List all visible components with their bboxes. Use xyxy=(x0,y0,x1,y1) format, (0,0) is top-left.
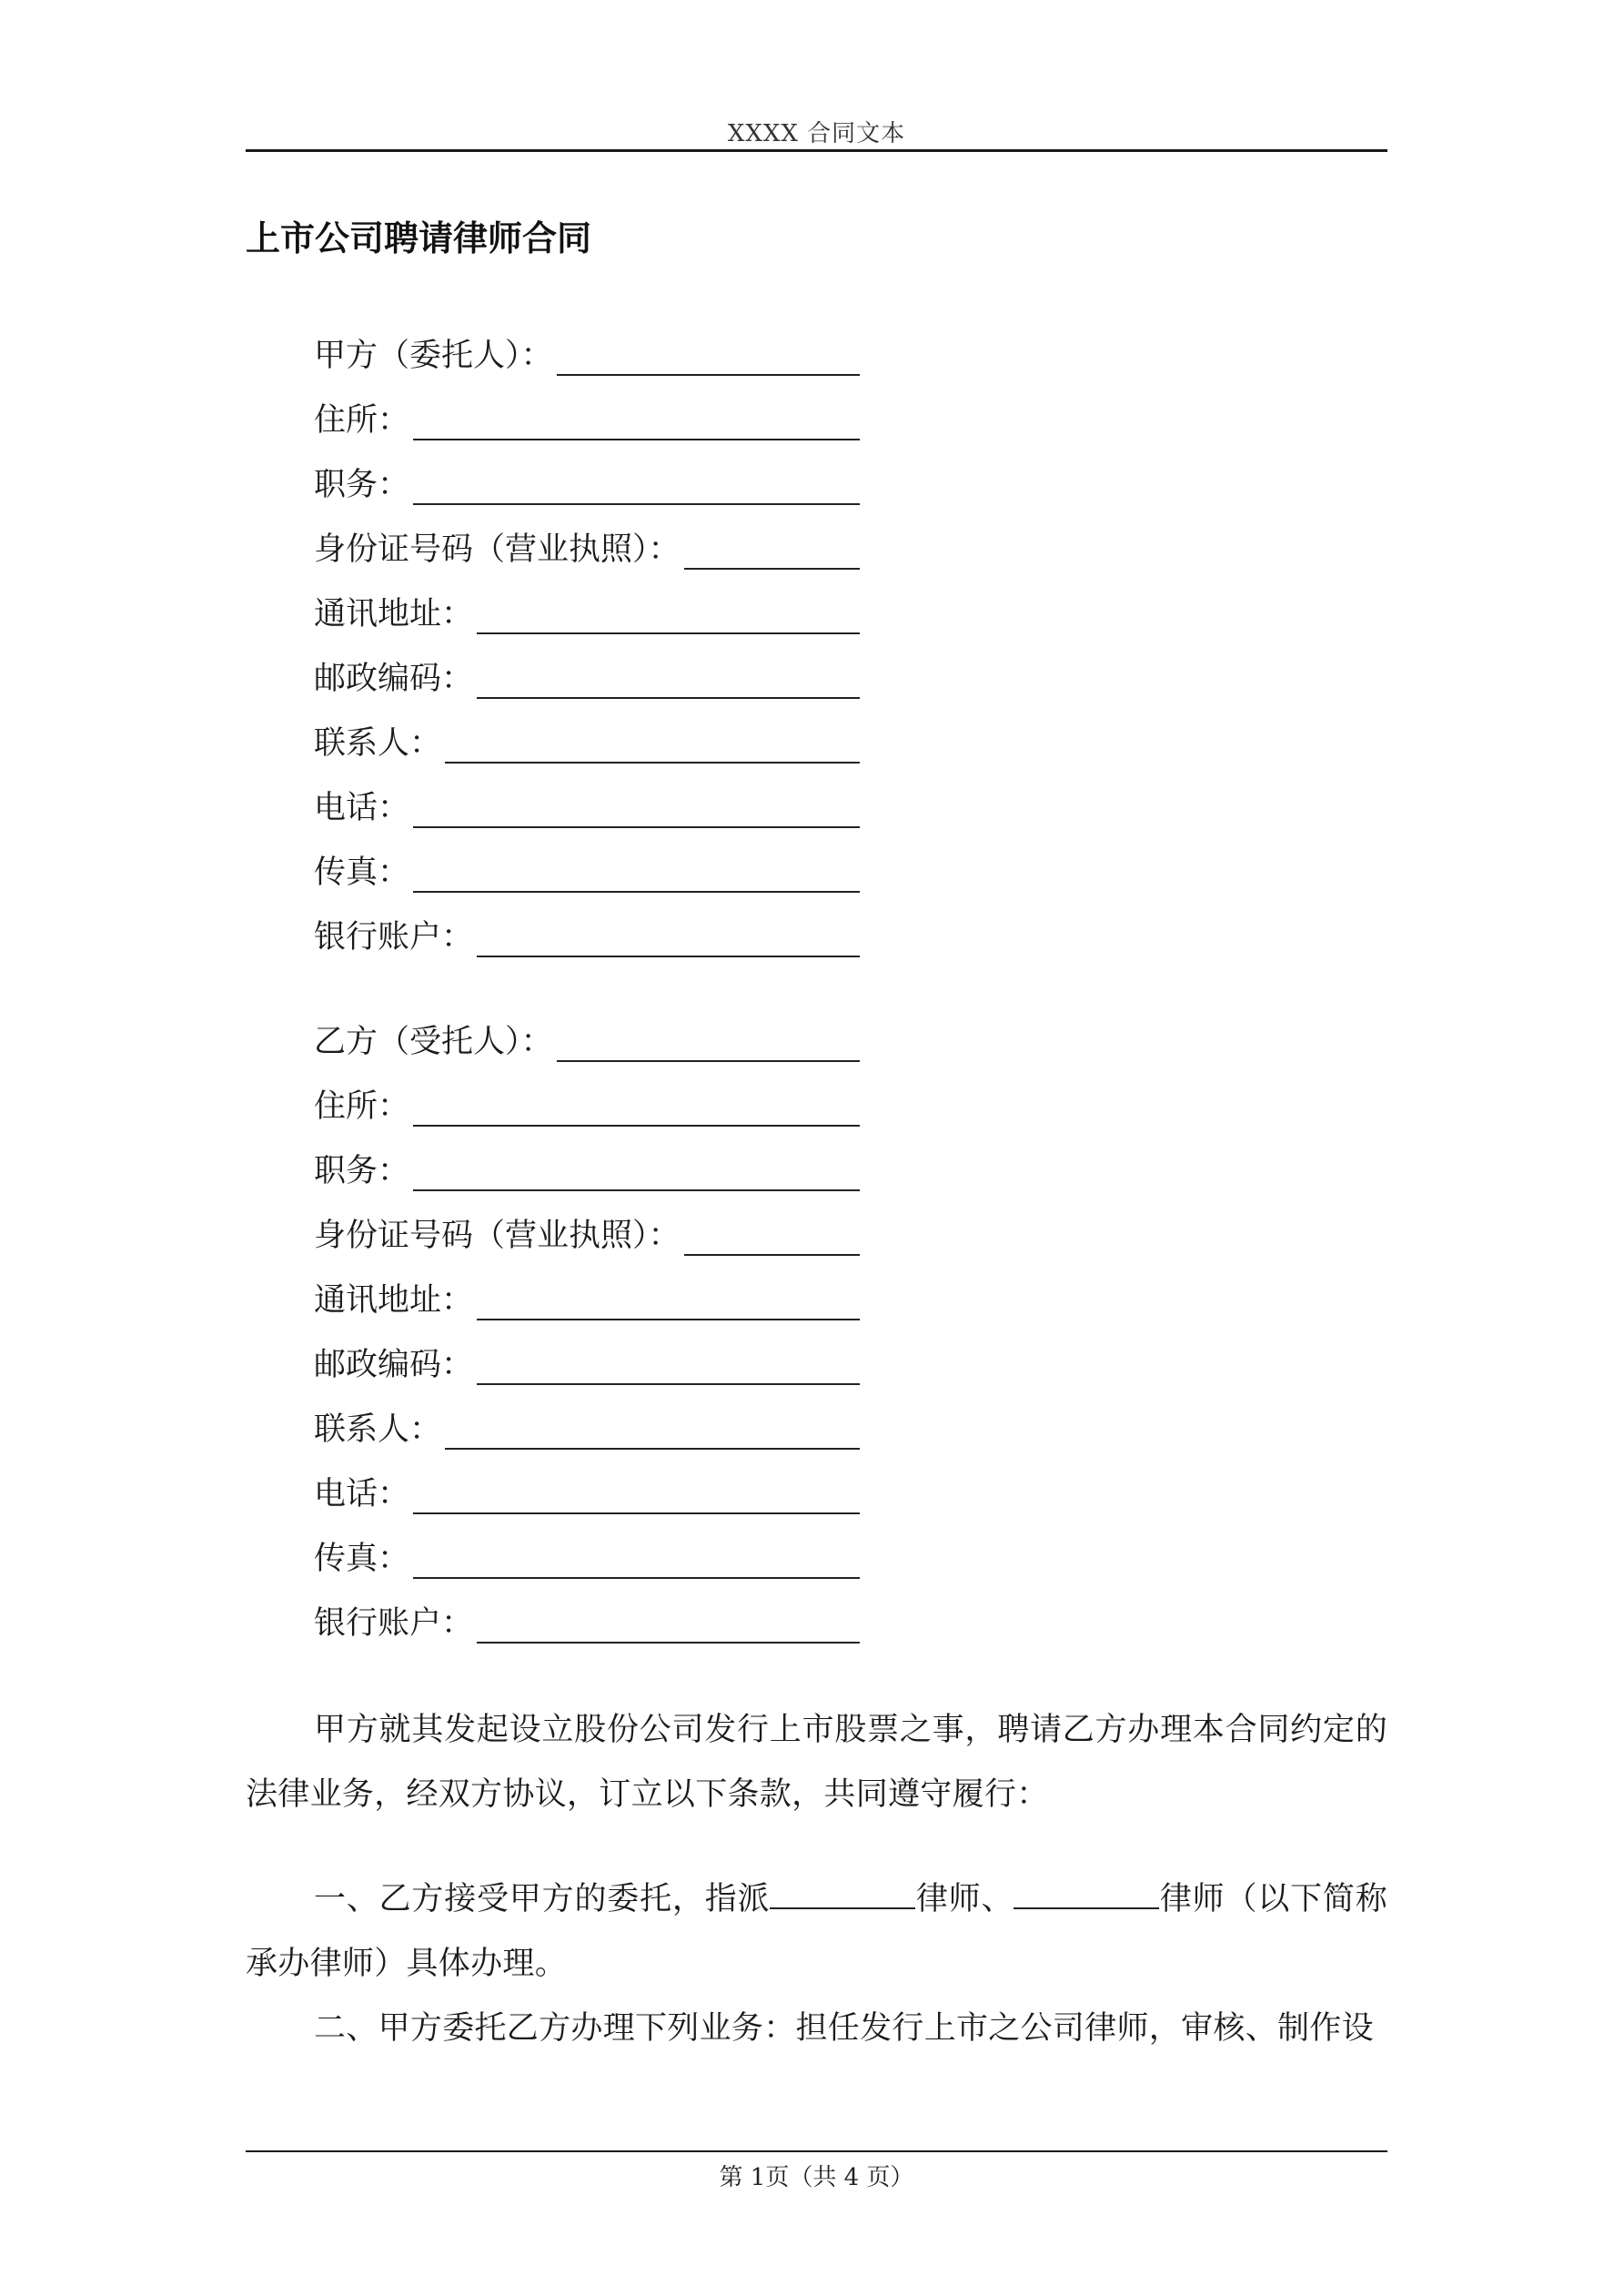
field-label: 身份证号码（营业执照）： xyxy=(314,1218,681,1254)
field-label: 住所： xyxy=(314,402,410,439)
fill-in-blank[interactable] xyxy=(477,653,860,699)
intro-paragraph: 甲方就其发起设立股份公司发行上市股票之事，聘请乙方办理本合同约定的法律业务，经双方协议，订立以下条款，共同遵守履行： xyxy=(246,1712,1387,1813)
clause-1-paragraph xyxy=(246,1867,1387,1997)
fill-in-blank[interactable] xyxy=(413,783,860,828)
party-a-field-bank-account xyxy=(314,905,860,970)
field-label: 甲方（委托人）： xyxy=(314,338,553,374)
fill-in-blank[interactable] xyxy=(477,589,860,634)
party-a-field-contact xyxy=(314,712,860,776)
party-b-field-mailing-address xyxy=(314,1269,860,1333)
field-label: 职务： xyxy=(314,467,410,503)
field-label: 邮政编码： xyxy=(314,1347,474,1383)
fill-in-blank[interactable] xyxy=(477,1340,860,1385)
fill-in-blank[interactable] xyxy=(413,460,860,505)
clause-1-text-part-1: 一、乙方接受甲方的委托，指派 xyxy=(314,1881,771,1917)
party-a-field-address xyxy=(314,389,860,453)
field-label: 传真： xyxy=(314,855,410,891)
footer-rule xyxy=(246,2150,1387,2152)
field-label: 住所： xyxy=(314,1088,410,1125)
page-header: XXXX 合同文本 xyxy=(727,120,906,147)
field-label: 联系人： xyxy=(314,1411,442,1448)
fill-in-blank[interactable] xyxy=(445,718,860,764)
lawyer-name-blank-2[interactable] xyxy=(1014,1878,1159,1909)
field-label: 身份证号码（营业执照）： xyxy=(314,531,681,568)
fill-in-blank[interactable] xyxy=(477,1275,860,1320)
page-number-footer: 第 1页（共 4 页） xyxy=(719,2164,914,2191)
party-a-field-position xyxy=(314,453,860,518)
fill-in-blank[interactable] xyxy=(413,395,860,440)
field-label: 职务： xyxy=(314,1153,410,1189)
fill-in-blank[interactable] xyxy=(413,1533,860,1579)
party-b-field-id-number xyxy=(314,1204,860,1269)
party-b-field-postcode xyxy=(314,1333,860,1398)
field-label: 通讯地址： xyxy=(314,596,474,632)
fill-in-blank[interactable] xyxy=(477,912,860,957)
party-b-field-fax xyxy=(314,1527,860,1592)
field-label: 传真： xyxy=(314,1541,410,1577)
clause-1-text-part-2: 律师、 xyxy=(915,1881,1014,1917)
party-b-field-agent xyxy=(314,1010,860,1075)
fill-in-blank[interactable] xyxy=(413,1146,860,1191)
party-b-field-bank-account xyxy=(314,1592,860,1656)
fill-in-blank[interactable] xyxy=(684,524,860,570)
field-label: 邮政编码： xyxy=(314,661,474,697)
party-b-field-contact xyxy=(314,1398,860,1462)
party-b-field-position xyxy=(314,1139,860,1204)
party-a-field-phone xyxy=(314,776,860,841)
fill-in-blank[interactable] xyxy=(477,1598,860,1644)
field-label: 电话： xyxy=(314,1476,410,1512)
field-label: 乙方（受托人）： xyxy=(314,1024,553,1060)
document-title: 上市公司聘请律师合同 xyxy=(246,218,592,258)
field-label: 联系人： xyxy=(314,725,442,762)
fill-in-blank[interactable] xyxy=(557,330,860,376)
lawyer-name-blank-1[interactable] xyxy=(770,1878,915,1909)
fill-in-blank[interactable] xyxy=(445,1404,860,1450)
party-a-field-postcode xyxy=(314,647,860,712)
party-a-field-id-number xyxy=(314,518,860,582)
party-b-field-phone xyxy=(314,1462,860,1527)
field-label: 电话： xyxy=(314,790,410,826)
fill-in-blank[interactable] xyxy=(557,1017,860,1062)
fill-in-blank[interactable] xyxy=(413,1081,860,1127)
party-a-field-mailing-address xyxy=(314,582,860,647)
party-b-field-address xyxy=(314,1075,860,1139)
party-a-field-principal xyxy=(314,324,860,389)
header-rule xyxy=(246,149,1387,152)
clause-2-paragraph: 二、甲方委托乙方办理下列业务：担任发行上市之公司律师，审核、制作设 xyxy=(314,2010,1374,2047)
party-b-block xyxy=(314,1010,860,1656)
field-label: 银行账户： xyxy=(314,919,474,956)
field-label: 通讯地址： xyxy=(314,1282,474,1319)
fill-in-blank[interactable] xyxy=(684,1210,860,1256)
party-a-block xyxy=(314,324,860,970)
clause-1-text-part-3: 律师（以下简称承办律师）具体办理。 xyxy=(246,1881,1387,1982)
party-a-field-fax xyxy=(314,841,860,905)
fill-in-blank[interactable] xyxy=(413,1469,860,1514)
field-label: 银行账户： xyxy=(314,1605,474,1642)
fill-in-blank[interactable] xyxy=(413,847,860,893)
